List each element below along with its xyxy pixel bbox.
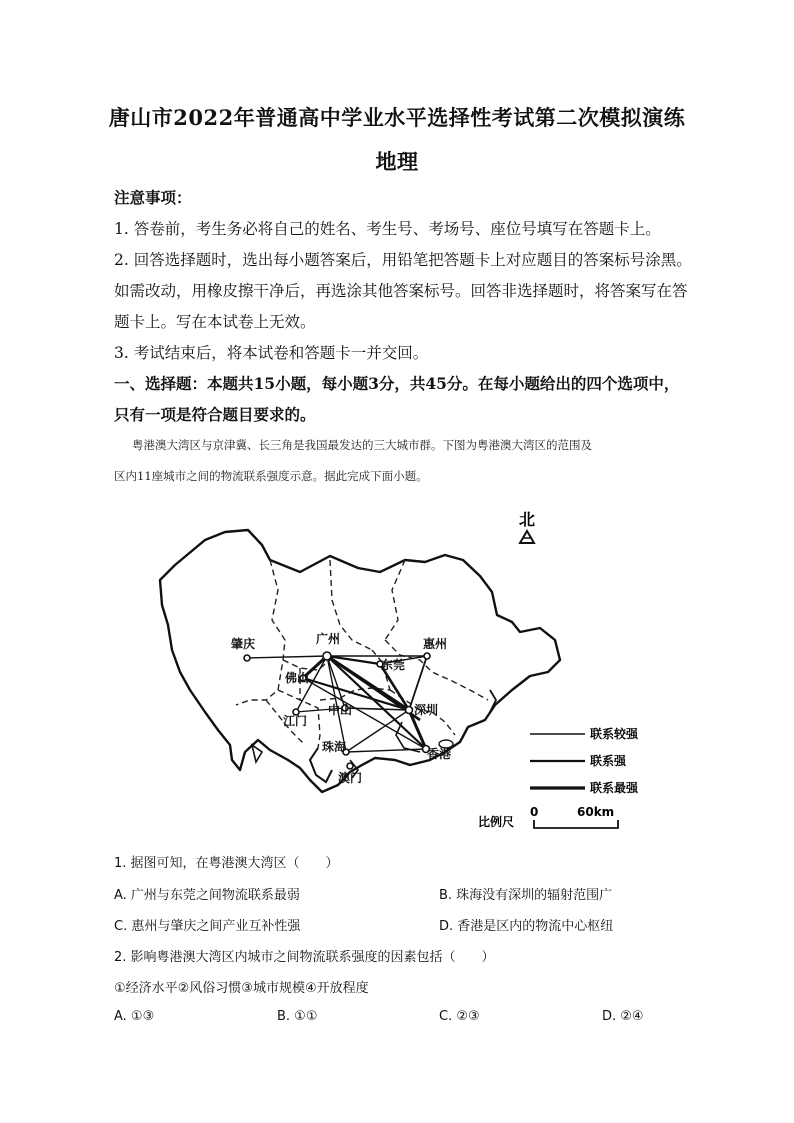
- notice-item-1: 1. 答卷前，考生务必将自己的姓名、考生号、考场号、座位号填写在答题卡上。: [114, 220, 661, 238]
- question-2-option-a[interactable]: A. ①③: [114, 1009, 155, 1024]
- question-1-stem: 1. 据图可知，在粤港澳大湾区（ ）: [114, 856, 339, 871]
- scale-distance: 60km: [577, 805, 615, 819]
- page-title: 唐山市2022年普通高中学业水平选择性考试第二次模拟演练: [108, 105, 686, 130]
- question-2-option-d[interactable]: D. ②④: [602, 1009, 644, 1024]
- bay-area-map: [110, 500, 670, 840]
- section-heading-line1: 一、选择题：本题共15小题，每小题3分，共45分。在每小题给出的四个选项中，: [114, 374, 680, 393]
- city-label-foshan: 佛山: [285, 671, 310, 685]
- scale-bar: [478, 805, 618, 829]
- city-label-zhongshan: 中山: [328, 703, 353, 717]
- city-boundaries: [236, 560, 488, 748]
- north-label: 北: [519, 510, 536, 529]
- question-1-option-a[interactable]: A. 广州与东莞之间物流联系最弱: [114, 888, 300, 903]
- question-2-factors: ①经济水平②风俗习惯③城市规模④开放程度: [114, 981, 369, 996]
- city-label-macau: 澳门: [338, 771, 363, 785]
- notice-item-2-line2: 如需改动，用橡皮擦干净后，再选涂其他答案标号。回答非选择题时，将答案写在答: [114, 282, 688, 300]
- question-2-stem: 2. 影响粤港澳大湾区内城市之间物流联系强度的因素包括（ ）: [114, 950, 495, 965]
- city-label-zhaoqing: 肇庆: [231, 637, 256, 651]
- subject-title: 地理: [375, 149, 419, 174]
- question-1-option-c[interactable]: C. 惠州与肇庆之间产业互补性强: [114, 919, 301, 934]
- city-label-zhuhai: 珠海: [322, 740, 347, 754]
- legend-strongest: 联系最强: [590, 781, 639, 795]
- intro-line1: 粤港澳大湾区与京津冀、长三角是我国最发达的三大城市群。下图为粤港澳大湾区的范围及: [132, 438, 592, 452]
- city-label-dongguan: 东莞: [381, 658, 406, 672]
- scale-zero: 0: [530, 805, 539, 819]
- north-arrow-icon: [520, 531, 534, 543]
- map-legend: [530, 726, 639, 795]
- city-label-huizhou: 惠州: [423, 637, 448, 651]
- notice-item-3: 3. 考试结束后，将本试卷和答题卡一并交回。: [114, 344, 429, 362]
- scale-label: 比例尺: [478, 815, 515, 829]
- intro-line2: 区内11座城市之间的物流联系强度示意。据此完成下面小题。: [114, 469, 428, 483]
- question-2-option-b[interactable]: B. ①①: [277, 1009, 318, 1024]
- city-label-guangzhou: 广州: [316, 632, 341, 646]
- question-1-option-d[interactable]: D. 香港是区内的物流中心枢纽: [439, 919, 614, 934]
- legend-strong: 联系强: [590, 754, 627, 768]
- notice-heading: 注意事项：: [114, 188, 192, 207]
- question-2-option-c[interactable]: C. ②③: [439, 1009, 480, 1024]
- section-heading-line2: 只有一项是符合题目要求的。: [114, 405, 316, 424]
- city-label-jiangmen: 江门: [283, 714, 308, 728]
- question-1-option-b[interactable]: B. 珠海没有深圳的辐射范围广: [439, 888, 613, 903]
- legend-weak: 联系较强: [590, 727, 639, 741]
- city-label-hongkong: 香港: [427, 747, 452, 761]
- notice-item-2-line1: 2. 回答选择题时，选出每小题答案后，用铅笔把答题卡上对应题目的答案标号涂黑。: [114, 251, 692, 269]
- city-label-shenzhen: 深圳: [414, 703, 439, 717]
- notice-item-2-line3: 题卡上。写在本试卷上无效。: [114, 313, 316, 331]
